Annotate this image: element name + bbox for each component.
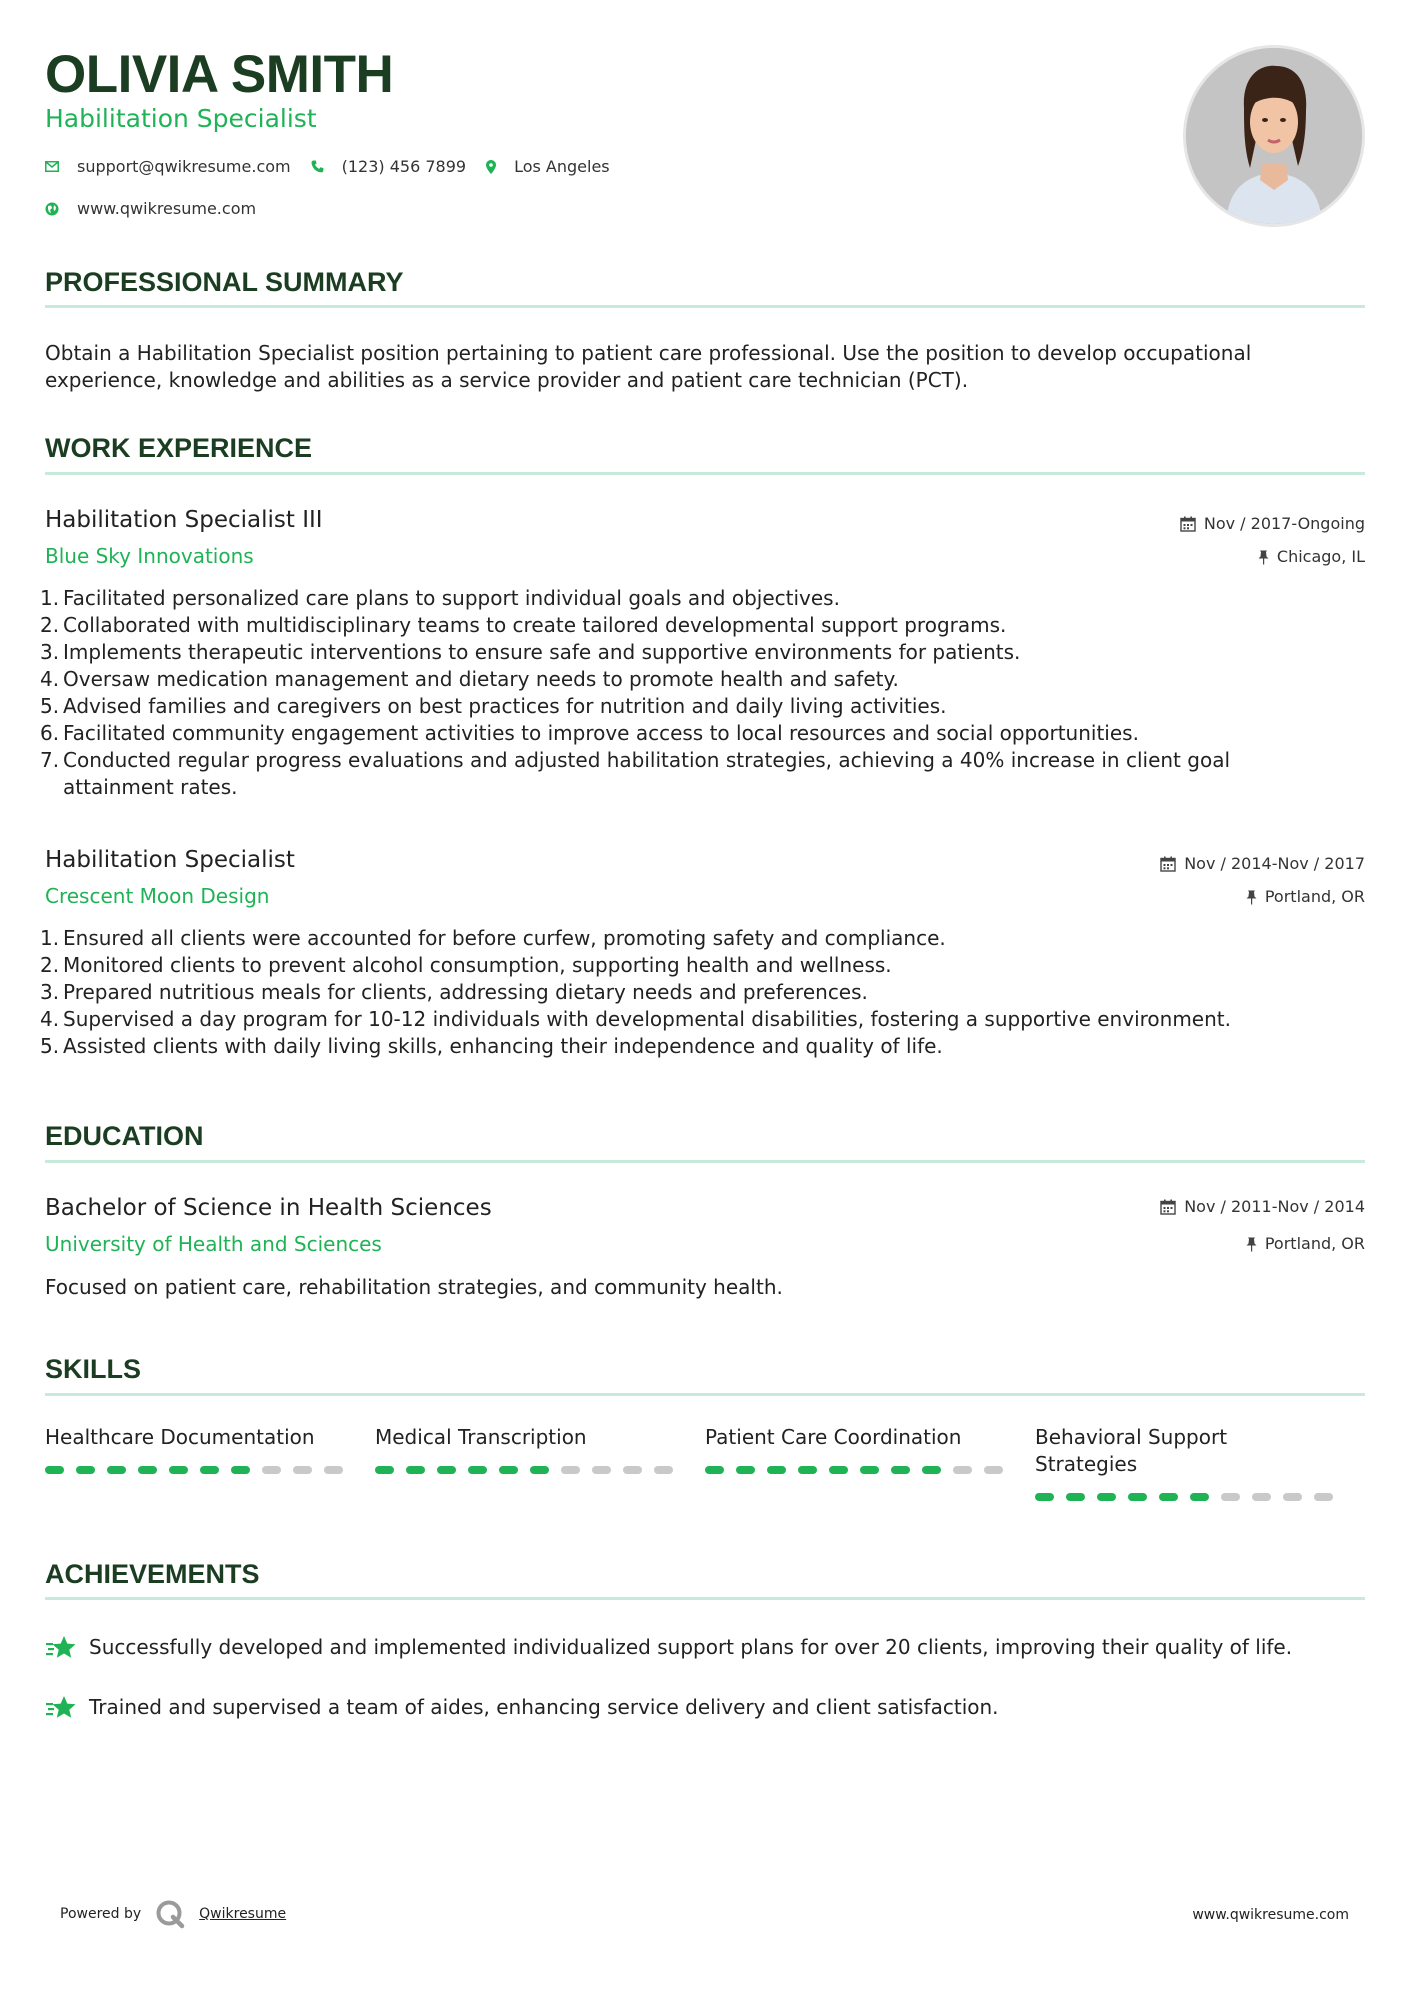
skill-dot-filled: [406, 1466, 425, 1474]
skill-name: Healthcare Documentation: [45, 1425, 315, 1449]
job-duties-list: [45, 585, 1335, 801]
skill-dot-empty: [623, 1466, 642, 1474]
section-divider: [45, 472, 1365, 475]
job-location: [1258, 547, 1365, 567]
list-item: Facilitated personalized care plans to support individual goals and objectives.: [63, 586, 840, 610]
globe-icon: [45, 202, 59, 216]
skill-level-meter: [375, 1466, 705, 1474]
list-item: Collaborated with multidisciplinary teams to create tailored developmental support programs.: [63, 613, 1007, 637]
skill-dot-empty: [984, 1466, 1003, 1474]
qwikresume-link[interactable]: Qwikresume: [199, 1906, 287, 1922]
section-divider: [45, 1160, 1365, 1163]
job-dates-text: Nov / 2014-Nov / 2017: [1184, 854, 1365, 873]
skill-item: [1035, 1424, 1365, 1501]
skill-dot-filled: [1128, 1493, 1147, 1501]
pushpin-icon: [1246, 1237, 1257, 1252]
job-company: Blue Sky Innovations: [45, 544, 254, 568]
job-dates: [1160, 854, 1365, 874]
skill-dot-filled: [138, 1466, 157, 1474]
skill-dot-filled: [798, 1466, 817, 1474]
skill-level-meter: [45, 1466, 375, 1474]
skill-dot-filled: [1035, 1493, 1054, 1501]
contact-location: [486, 157, 610, 176]
website-text: www.qwikresume.com: [77, 199, 257, 218]
skill-dot-empty: [1252, 1493, 1271, 1501]
skill-dot-filled: [76, 1466, 95, 1474]
section-divider: [45, 1393, 1365, 1396]
contact-email[interactable]: [45, 157, 291, 176]
section-divider: [45, 305, 1365, 308]
skill-dot-filled: [468, 1466, 487, 1474]
profile-photo: [1183, 45, 1365, 227]
skill-dot-filled: [107, 1466, 126, 1474]
skill-dot-empty: [324, 1466, 343, 1474]
job-location-text: Portland, OR: [1264, 887, 1365, 906]
skill-dot-filled: [169, 1466, 188, 1474]
skill-dot-empty: [953, 1466, 972, 1474]
skill-dot-filled: [375, 1466, 394, 1474]
experience-heading: WORK EXPERIENCE: [45, 433, 313, 463]
skill-dot-filled: [860, 1466, 879, 1474]
skill-level-meter: [705, 1466, 1035, 1474]
section-divider: [45, 1597, 1365, 1600]
list-item: Ensured all clients were accounted for before curfew, promoting safety and compliance.: [63, 926, 946, 950]
list-item: Monitored clients to prevent alcohol consumption, supporting health and wellness.: [63, 953, 892, 977]
skill-dot-filled: [922, 1466, 941, 1474]
powered-by-label: Powered by: [60, 1906, 142, 1922]
qwikresume-logo-icon: [155, 1899, 185, 1929]
contact-website[interactable]: [45, 199, 256, 218]
skill-item: [45, 1424, 375, 1501]
skill-dot-filled: [1159, 1493, 1178, 1501]
skill-dot-filled: [231, 1466, 250, 1474]
star-icon: [45, 1695, 77, 1721]
star-icon: [45, 1635, 77, 1661]
calendar-icon: [1160, 856, 1176, 872]
skill-dot-filled: [200, 1466, 219, 1474]
skill-name: Behavioral Support Strategies: [1035, 1425, 1228, 1476]
skill-dot-empty: [1283, 1493, 1302, 1501]
job-location: [1246, 887, 1365, 907]
footer-website[interactable]: www.qwikresume.com: [1192, 1907, 1349, 1923]
skill-dot-filled: [1066, 1493, 1085, 1501]
contact-row: [45, 157, 630, 176]
achievement-item: [45, 1634, 1292, 1661]
list-item: Prepared nutritious meals for clients, addressing dietary needs and preferences.: [63, 980, 868, 1004]
job-role: Habilitation Specialist III: [45, 507, 323, 533]
job-role: Habilitation Specialist: [45, 847, 295, 873]
skill-dot-empty: [262, 1466, 281, 1474]
pushpin-icon: [1246, 890, 1257, 905]
skill-dot-filled: [1097, 1493, 1116, 1501]
contact-phone[interactable]: [311, 157, 466, 176]
skill-dot-filled: [1190, 1493, 1209, 1501]
education-dates: [1160, 1197, 1365, 1217]
skill-dot-filled: [530, 1466, 549, 1474]
skill-dot-filled: [437, 1466, 456, 1474]
skill-dot-filled: [45, 1466, 64, 1474]
calendar-icon: [1180, 516, 1196, 532]
education-heading: EDUCATION: [45, 1121, 204, 1151]
skill-name: Medical Transcription: [375, 1425, 587, 1449]
contact-row-2: [45, 199, 276, 218]
job-company: Crescent Moon Design: [45, 884, 270, 908]
degree-title: Bachelor of Science in Health Sciences: [45, 1195, 492, 1221]
job-dates-text: Nov / 2017-Ongoing: [1203, 514, 1365, 533]
skill-dot-empty: [293, 1466, 312, 1474]
phone-text: (123) 456 7899: [341, 157, 467, 176]
skills-heading: SKILLS: [45, 1354, 142, 1384]
skill-name: Patient Care Coordination: [705, 1425, 962, 1449]
skills-grid: [45, 1424, 1365, 1501]
job-location-text: Chicago, IL: [1276, 547, 1365, 566]
envelope-icon: [45, 161, 59, 172]
list-item: Implements therapeutic interventions to ensure safe and supportive environments for patients.: [63, 640, 1021, 664]
education-location-text: Portland, OR: [1264, 1234, 1365, 1253]
list-item: Oversaw medication management and dietary needs to promote health and safety.: [63, 667, 899, 691]
list-item: Conducted regular progress evaluations and adjusted habilitation strategies, achieving a 40% increase in client goal attainment rates.: [63, 748, 1231, 799]
candidate-title: Habilitation Specialist: [45, 104, 317, 133]
summary-heading: PROFESSIONAL SUMMARY: [45, 267, 404, 297]
location-text: Los Angeles: [514, 157, 610, 176]
pushpin-icon: [1258, 550, 1269, 565]
list-item: Advised families and caregivers on best practices for nutrition and daily living activities.: [63, 694, 947, 718]
achievement-item: [45, 1694, 999, 1721]
footer-powered-by: [60, 1899, 286, 1929]
job-duties-list: [45, 925, 1335, 1060]
skill-level-meter: [1035, 1493, 1365, 1501]
list-item: Assisted clients with daily living skills, enhancing their independence and quality of life.: [63, 1034, 943, 1058]
education-description: Focused on patient care, rehabilitation strategies, and community health.: [45, 1275, 783, 1299]
achievement-text: Successfully developed and implemented individualized support plans for over 20 clients, improving their quality of life.: [89, 1635, 1293, 1659]
education-location: [1246, 1234, 1365, 1254]
skill-dot-empty: [654, 1466, 673, 1474]
list-item: Facilitated community engagement activities to improve access to local resources and social opportunities.: [63, 721, 1139, 745]
skill-dot-empty: [561, 1466, 580, 1474]
skill-dot-empty: [592, 1466, 611, 1474]
summary-text: Obtain a Habilitation Specialist position pertaining to patient care professional. Use the position to develop occupational experience, knowledge and abilities as a service provider and patient care technician (PCT).: [45, 341, 1252, 392]
skill-dot-filled: [499, 1466, 518, 1474]
skill-dot-filled: [891, 1466, 910, 1474]
skill-dot-filled: [736, 1466, 755, 1474]
education-dates-text: Nov / 2011-Nov / 2014: [1184, 1197, 1365, 1216]
skill-item: [705, 1424, 1035, 1501]
skill-dot-filled: [705, 1466, 724, 1474]
school-name: University of Health and Sciences: [45, 1232, 382, 1256]
map-marker-icon: [486, 160, 496, 174]
calendar-icon: [1160, 1199, 1176, 1215]
list-item: Supervised a day program for 10-12 individuals with developmental disabilities, fostering a supportive environment.: [63, 1007, 1231, 1031]
email-text: support@qwikresume.com: [77, 157, 291, 176]
achievement-text: Trained and supervised a team of aides, enhancing service delivery and client satisfaction.: [89, 1695, 999, 1719]
job-dates: [1180, 514, 1365, 534]
skill-dot-filled: [767, 1466, 786, 1474]
skill-dot-empty: [1314, 1493, 1333, 1501]
achievements-heading: ACHIEVEMENTS: [45, 1559, 260, 1589]
skill-dot-empty: [1221, 1493, 1240, 1501]
phone-icon: [311, 160, 324, 173]
candidate-name: OLIVIA SMITH: [45, 45, 394, 104]
skill-item: [375, 1424, 705, 1501]
skill-dot-filled: [829, 1466, 848, 1474]
